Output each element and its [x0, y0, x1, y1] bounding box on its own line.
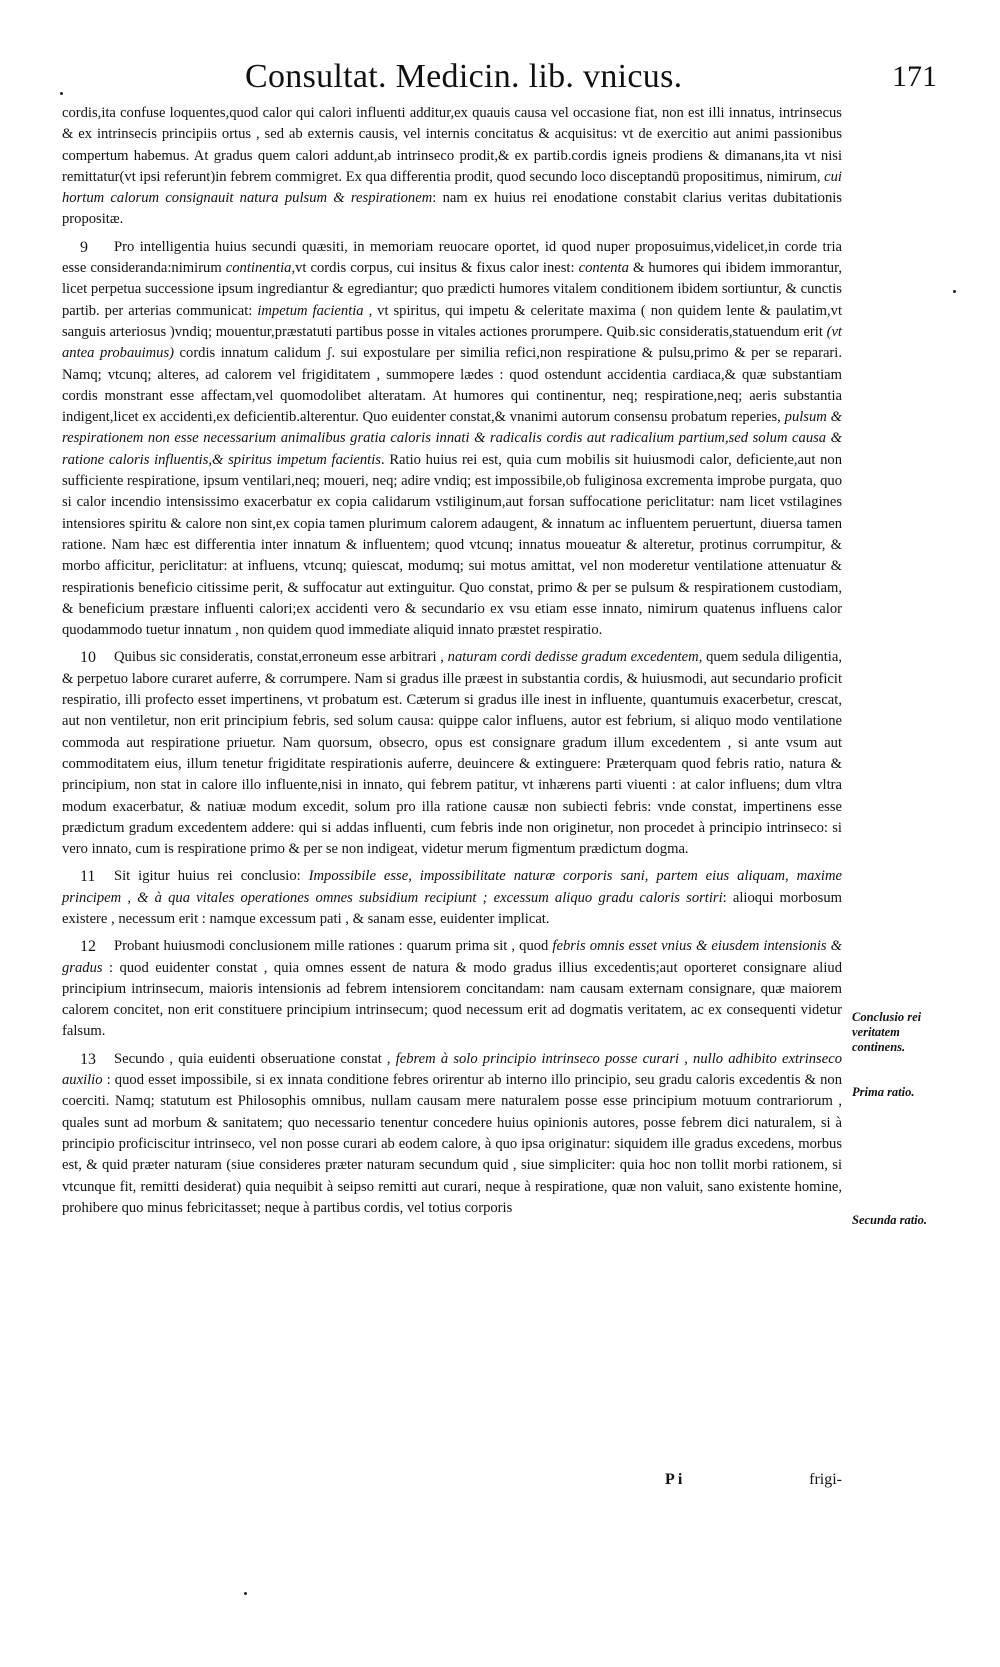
paragraph-9 [62, 237, 842, 642]
text-run: : quod esset impossibile, si ex innata conditione febres orirentur ab interno illo principio, seu gradu caloris excedentis & non coerciti. Namq; statutum est Philosophis omnibus, nullam causam mere naturalem posse esse principium motuum contrariorum , quales sunt ad morbum & sanitatem; quo necessario tenentur concedere huius opinionis autores, posse febrem dici naturalem, si à principio proficiscitur intrinseco, vel non posse curari ab eodem calore, à quo ipsa originatur: siquidem ille gradus excedens, morbus est, & quid præter naturam (siue consideres præter naturam secundum quid , siue simpliciter: quia hoc non tollit morbi rationem, si vtcunque fit, remitti desiderat) quia nequibit à seipso remitti aut curari, neque à respiratione, quæ non valuit, sano existente homine, prohibere quo minus febricitasset; neque à partibus cordis, vel totius corporis [62, 1072, 842, 1216]
paragraph-number: 9 [80, 238, 88, 256]
italic-text-run: cui hortum calorum consignauit natura pulsum & respirationem [62, 168, 842, 207]
italic-text-run: Impossibile esse, impossibilitate naturæ corporis sani, partem eius aliquam, maxime principem , & à qua vitales operationes omnes subsidium recipiunt ; excessum aliquo gradu caloris sortiri [62, 868, 842, 906]
text-run: , vt spiritus, qui impetu & celeritate maxima ( non quidem lente & paulatim,vt sanguis arteriosus )vndiq; mouentur,præstatuti partibus posse in vitales actiones prorumpere. Quib.sic consideratis,statuendum erit [62, 302, 843, 340]
paragraph-number: 12 [80, 938, 96, 956]
running-title: Consultat. Medicin. lib. vnicus. [245, 58, 683, 95]
paragraph-number: 10 [80, 649, 96, 667]
paragraph-13 [62, 1049, 842, 1219]
main-text-block [62, 103, 842, 1225]
italic-text-run: pulsum & respirationem non esse necessarium animalibus gratia caloris innati & radicalis cordis aut radicalium partium,sed solum causa & ratione caloris influentis,& spiritus impetum facientis [62, 409, 842, 468]
italic-text-run: febrem à solo principio intrinseco posse curari , nullo adhibito extrinseco auxilio [62, 1050, 842, 1089]
text-run: ndū propositimus, nimirum, [657, 168, 825, 185]
italic-text-run: continentia [225, 260, 292, 277]
text-run: Pro intelligentia huius secundi quæsiti, in memoriam reuocare oportet, id quod nuper proposuimus,videlicet,in corde tria esse consideranda:nimirum [62, 238, 842, 277]
text-run: Probant huiusmodi conclusionem mille rationes : quarum prima sit , quod [114, 938, 553, 955]
margin-note-secunda-ratio: Secunda ratio. [852, 1213, 928, 1227]
footer-line [62, 1471, 842, 1495]
ink-speck [60, 92, 63, 95]
folio-number: 171 [892, 60, 937, 93]
text-run: . Ratio huius rei est, quia cum mobilis sit huiusmodi calor, deficiente,aut non sufficiente respiratione, ipsum ventilari,neq; moueri, neq; adire vndiq; est impossibile,ob fuliginosa excrementa improbe purgata, quo si calor incendio intensissimo exacerbatur ex copia calidarum vstiliginum,aut forsan suffocatione periclitatur: nam licet vstilagines intensiores spiritu & calore non sint,ex copia tamen plurimum calorem adaugent, & innatum ac influentem peruertunt, diuersa tamen ratione. Nam hæc est differentia inter innatum & influentem; quod vtcunq; innatus moueatur & alteretur, protinus corrumpitur, & morbo afficitur, periclitatur: at influens, vtcunq; quiescat, modumq; sui motus amittat, vel non moderetur ventilatione attenuatur & respirationis beneficio citissime perit, & suffocatur aut extinguitur. Quo constat, primo & per se pulsum & respirationem custodiam, & beneficium præstare influenti calori;ex accidenti vero & secundario ex vsu etiam esse innato, nimirum quatenus influens calor quodammodo tuetur innatum , non quidem quod immediate aliquid innato præstet respiratio. [62, 451, 842, 639]
text-run: & humores qui ibidem immorantur, licet perpetua successione ipsum ingrediantur & egrediantur; quo prædicti humores vitalem conditionem ibidem sortiuntur, & cunctis partib. per arterias communicat: [62, 260, 843, 319]
text-run: Secundo , quia euidenti obseruatione constat , [114, 1050, 396, 1067]
text-run: , quem sedula diligentia, & perpetuo labore curaret auferre, & corrumpere. Nam si gradus ille præest in substantia cordis, & huiusmodi, aut secundario proficit respiratio, illi profecto esset impertinens, vt probatum est. Cæterum si gradus ille inest in influente, quantumuis exacerbetur, crescat, aut non ventiletur, non erit principium febris, sed solum causa: quippe calor influens, autor est febrium, si aliquo modo ventilatione commoda aut respiratione priuetur. Nam quorsum, obsecro, opus est consignare gradum illum excedentem , si ante vsum aut commoditatem eius, illum tenetur frigiditate respirationis auferre, deuincere & extinguere: Præterquam quod febris ratio, natura & principium, non stat in calore illo influente,nisi in innato, qui febrem patitur, vt inhærens parti viuenti : at calor influens; dum vltra modum exacerbatur, & natiuæ modum excedit, solum pro illa ratione causæ non subiecti febris: vnde constat, impertinens esse prædictum gradum excedentem addere: qui si addas influenti, cum febris inde non originetur, non procedet à principio intrinseco: si vero innato, cum is respiratione primo & per se non indigeat, videtur merum figmentum prædictum dogma. [62, 649, 842, 858]
italic-text-run: (vt antea probauimus) [62, 323, 842, 362]
italic-text-run: contenta [578, 260, 629, 277]
ink-speck [244, 1592, 247, 1595]
italic-text-run: naturam cordi dedisse gradum excedentem [447, 649, 699, 666]
paragraph-number: 11 [80, 868, 96, 886]
paragraph-number: 13 [80, 1050, 96, 1068]
catchword: frigi- [809, 1471, 842, 1488]
margin-note-prima-ratio: Prima ratio. [852, 1085, 915, 1099]
italic-text-run: impetum facientia [257, 302, 364, 319]
text-run: Sit igitur huius rei conclusio: [114, 868, 309, 885]
margin-note-conclusio: Conclusio rei veritatem continens. [852, 1010, 922, 1054]
paragraph-12 [62, 936, 842, 1042]
text-run: cordis,ita confuse loquentes,quod calor qui calori influenti additur,ex quauis causa vel occasione fiat, non est illi innatus, intrinsecus & ex intrinsecis principiis ortus , sed ab externis causis, vel internis concitatus & acquisitus: vt de exercitio aut animi passionibus compertum habemus. At gradus quem calori addunt,ab intrinseco prodit,& ex partib.cordis igneis prodiens & dimanans,ita vt nisi remittatur(vt ipsi referunt)in febrem commigret. Ex qua differentia prodit, quod secundo loco discepta [62, 105, 842, 185]
text-run: ,vt cordis corpus, cui insitus & fixus calor inest: [291, 260, 579, 277]
paragraph-10 [62, 647, 842, 860]
text-run: : quod euidenter constat , quia omnes essent de natura & modo gradus illius excedentis;aut oporteret consignare aliud principium intrinsecum, maioris intensionis ad febrem intensiorem concitandam: nam causam externam consignare, quæ maiorem calorem concitet, non erit constituere principium intrinsecum; quod necessum erit ad dogmatis veritatem, ac ex consequenti videtur falsum. [62, 959, 842, 1040]
ink-speck [953, 290, 956, 293]
text-run: : alioqui morbosum existere , necessum erit : namque excessum pati , & sanam esse, euidenter implicat. [62, 889, 842, 927]
text-run: cordis innatum calidum ʃ. sui expostulare per similia refici,non respiratione & pulsu,primo & per se reparari. Namq; vtcunq; alteres, ad calorem vel frigiditatem , summopere lædes : quod ostendunt accidentia cardiaca,& quæ substantiam cordis monstrant esse affectam,vel quomodolibet alteratam. At humores qui continentur, neq; respiratione,neq; aeris substantia indigent,licet ex accidenti,ex deficientib.alterentur. Quo euidenter constat,& vnanimi autorum consensu probatum reperies, [62, 345, 842, 426]
text-run: : nam ex huius rei enodatione constabit clarius veritas dubitationis propositæ. [62, 190, 842, 228]
paragraph-11 [62, 866, 842, 930]
italic-text-run: febris omnis esset vnius & eiusdem intensionis & gradus [62, 938, 843, 976]
text-run: Quibus sic consideratis, constat,erroneum esse arbitrari , [114, 649, 448, 666]
paragraph-continuation [62, 103, 842, 231]
signature-mark: P i [665, 1471, 683, 1488]
